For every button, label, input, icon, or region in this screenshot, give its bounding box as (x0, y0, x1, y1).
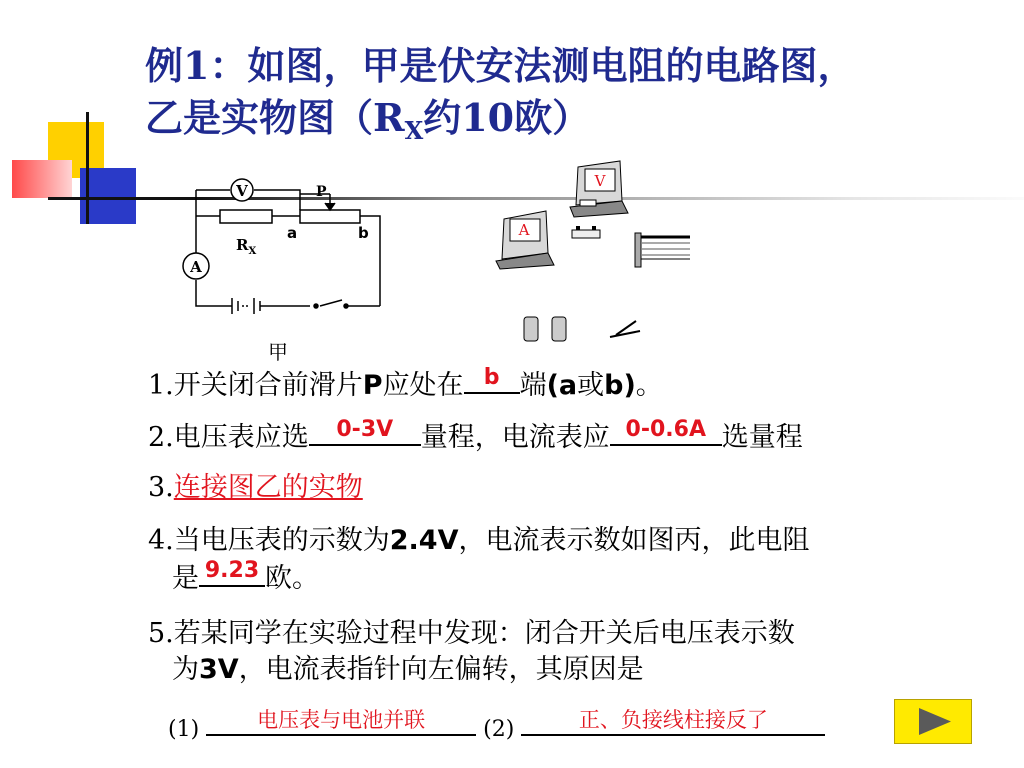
question-2: 2.电压表应选 0-3V 量程，电流表应 0-0.6A 选量程 (148, 417, 803, 453)
circuit-ammeter-label: A (190, 258, 202, 276)
physical-equipment (490, 155, 690, 345)
decor-square-red (12, 160, 72, 198)
answer-2b: 0-0.6A (625, 417, 706, 442)
play-triangle-icon (895, 700, 971, 743)
answer-blank-1 (464, 366, 520, 394)
question-5-answers: (1) 电压表与电池并联 (2) 正、负接线柱接反了 (168, 706, 825, 748)
answer-5b: 正、负接线柱接反了 (578, 708, 768, 732)
next-slide-button[interactable] (894, 699, 972, 744)
physical-rheostat-icon (635, 233, 690, 267)
circuit-end-b: b (358, 224, 369, 242)
circuit-resistor-label: $R_X$ (236, 236, 257, 257)
answer-blank-2b (610, 418, 722, 446)
question-4: 4.当电压表的示数为2.4V，电流表示数如图丙，此电阻 是 9.23 欧。 (148, 525, 810, 594)
question-5: 5.若某同学在实验过程中发现：闭合开关后电压表示数 为3V，电流表指针向左偏转，其原因是 (148, 618, 795, 685)
answer-1: b (483, 365, 500, 390)
answer-4: 9.23 (204, 558, 260, 583)
title-line-2: 乙是实物图（$R_X$约10欧） (145, 95, 591, 145)
answer-blank-5b (521, 706, 825, 736)
physical-battery-icon (524, 317, 566, 341)
circuit-slider-label: P (316, 184, 327, 200)
question-1: 1.开关闭合前滑片P应处在 b 端(a或b)。 (148, 365, 663, 401)
connect-physical-link[interactable]: 连接图乙的实物 (173, 472, 363, 503)
question-3: 3.连接图乙的实物 (148, 472, 363, 503)
physical-voltmeter-label: V (594, 172, 606, 190)
physical-switch-icon (610, 321, 640, 337)
circuit-end-a: a (287, 224, 298, 242)
decor-line-vertical (86, 112, 89, 224)
answer-blank-4 (199, 559, 265, 587)
answer-2a: 0-3V (336, 417, 394, 442)
circuit-caption: 甲 (268, 340, 288, 364)
answer-blank-5a (206, 706, 476, 736)
physical-resistor-icon (572, 226, 600, 238)
title-line-1: 例1：如图，甲是伏安法测电阻的电路图， (145, 43, 856, 88)
physical-ammeter-icon (496, 211, 554, 269)
circuit-diagram (170, 170, 400, 320)
page-title (145, 40, 1005, 157)
answer-blank-2a (309, 418, 421, 446)
circuit-voltmeter-label: V (236, 182, 248, 200)
answer-5a: 电压表与电池并联 (257, 708, 426, 732)
physical-ammeter-label: A (518, 221, 530, 239)
